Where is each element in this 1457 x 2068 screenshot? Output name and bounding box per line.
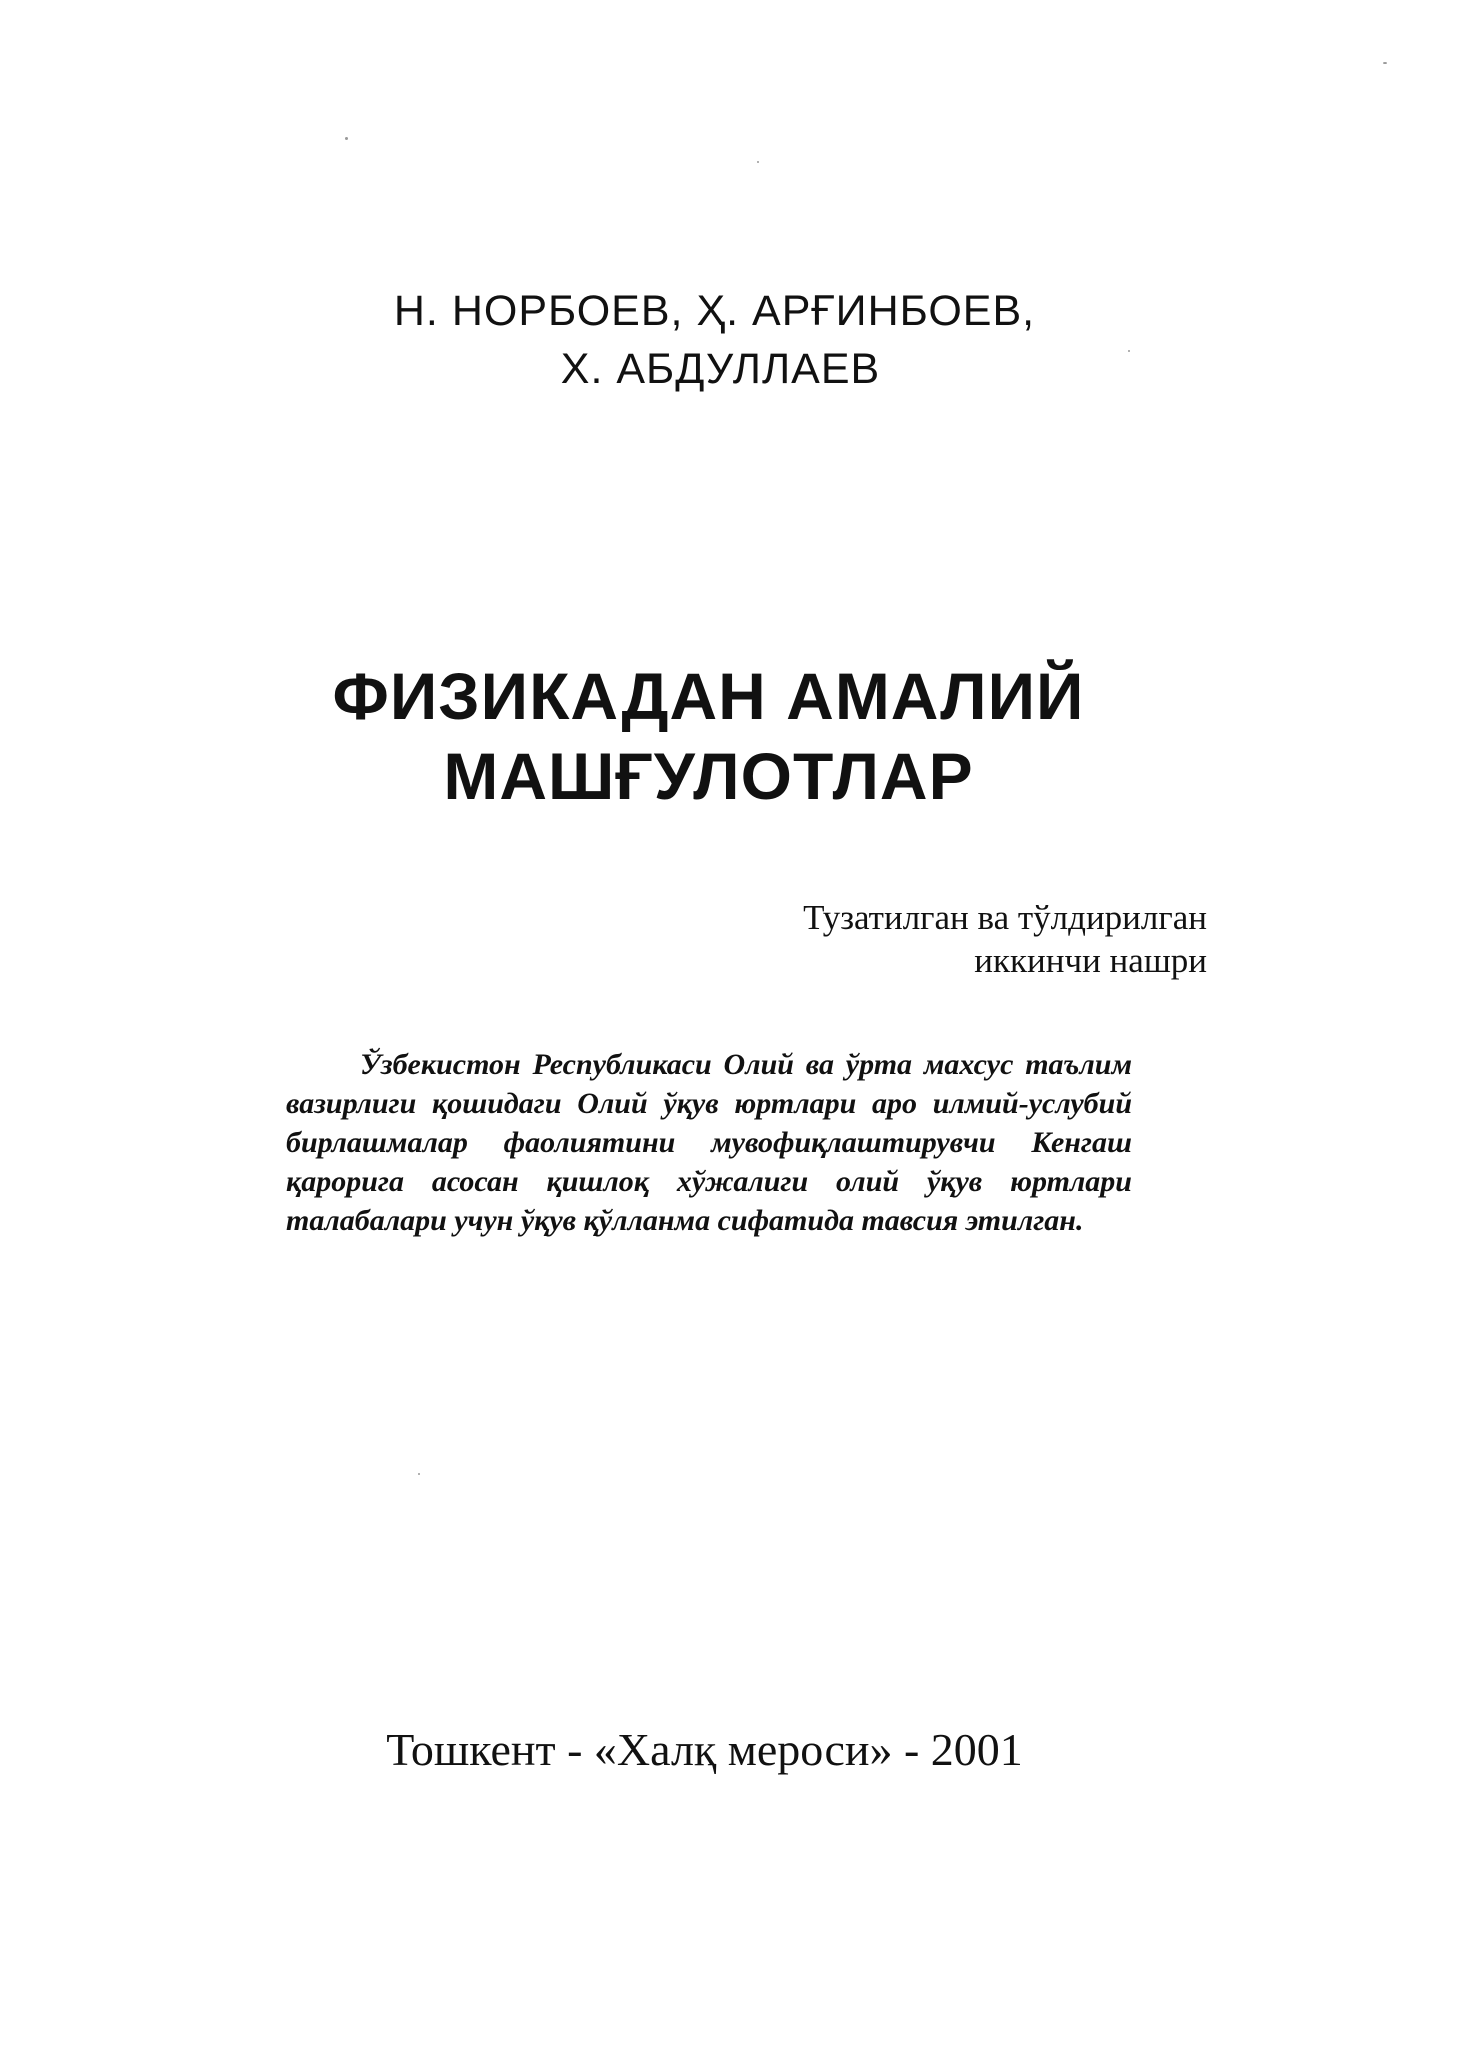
book-title-line-2: МАШҒУЛОТЛАР	[443, 739, 974, 813]
scan-speck	[345, 137, 348, 140]
edition-line-2: иккинчи нашри	[974, 941, 1207, 980]
publisher-line: Тошкент - «Халқ мероси» - 2001	[386, 1724, 1023, 1775]
authors-block	[0, 282, 1457, 398]
book-title	[0, 656, 1457, 816]
book-title-line-1: ФИЗИКАДАН АМАЛИЙ	[332, 659, 1085, 733]
edition-note	[803, 896, 1207, 982]
edition-line-1: Тузатилган ва тўлдирилган	[803, 898, 1207, 937]
approval-statement: Ўзбекистон Республикаси Олий ва ўрта махсус таълим вазирлиги қошидаги Олий ўқув юртлари аро илмий-услубий бирлашмалар фаолиятини мувофиқлаштирувчи Кенгаш қарорига асосан қишлоқ хўжалиги олий ўқув юртлари талабалари учун ўқув қўлланма сифатида тавсия этилган.	[286, 1048, 1132, 1237]
authors-line-2: Х. АБДУЛЛАЕВ	[560, 345, 881, 393]
scan-speck	[757, 161, 759, 163]
scan-speck	[1383, 62, 1387, 64]
authors-line-1: Н. НОРБОЕВ, Ҳ. АРҒИНБОЕВ,	[393, 287, 1036, 335]
scan-speck	[418, 1473, 420, 1475]
publisher-imprint	[0, 1722, 1457, 1778]
